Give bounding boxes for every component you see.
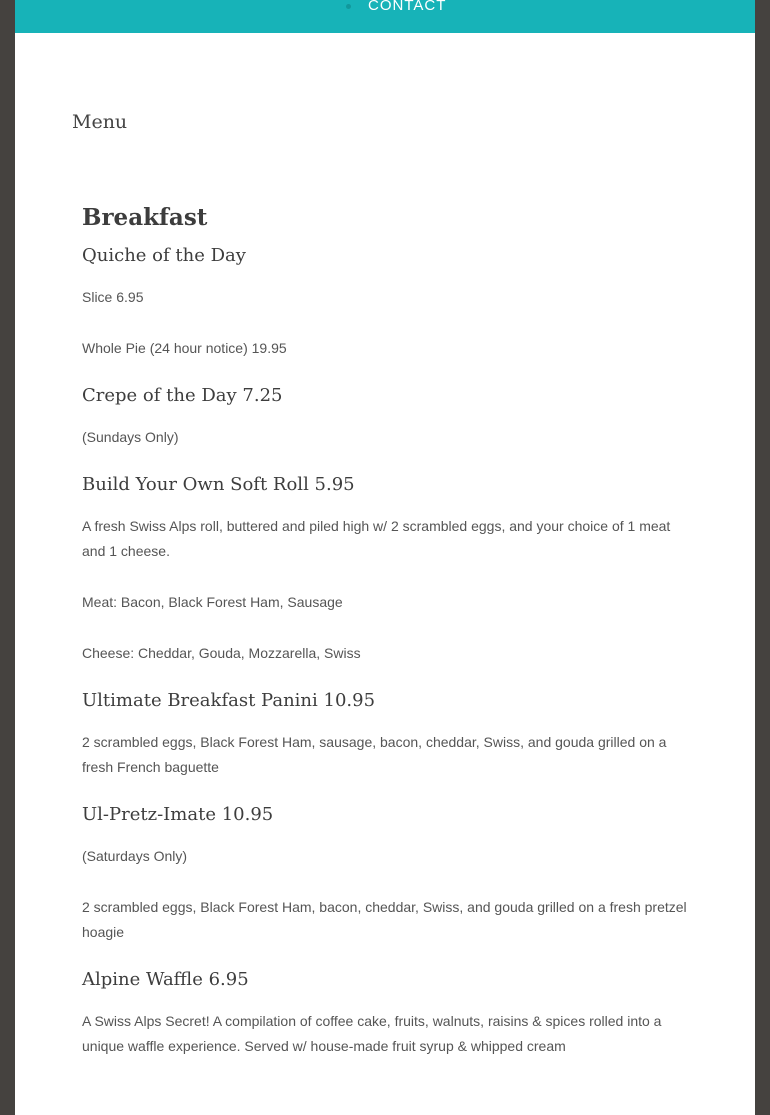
- menu-item-breakfast-panini: [82, 690, 692, 780]
- menu-item-line: 2 scrambled eggs, Black Forest Ham, sausage, bacon, cheddar, Swiss, and gouda grilled on a fresh French baguette: [82, 734, 667, 775]
- menu-item-line: Cheese: Cheddar, Gouda, Mozzarella, Swiss: [82, 645, 361, 661]
- page-title: Menu: [72, 111, 128, 133]
- menu-item-quiche: [82, 245, 692, 361]
- menu-item-line: A fresh Swiss Alps roll, buttered and piled high w/ 2 scrambled eggs, and your choice of 1 meat and 1 cheese.: [82, 518, 671, 559]
- menu-item-title: Build Your Own Soft Roll 5.95: [82, 474, 355, 495]
- menu-item-line: (Saturdays Only): [82, 848, 188, 864]
- menu-item-alpine-waffle: [82, 969, 692, 1059]
- page-container: [15, 0, 755, 1115]
- menu-item-line: (Sundays Only): [82, 429, 179, 445]
- menu-item-line: A Swiss Alps Secret! A compilation of coffee cake, fruits, walnuts, raisins & spices rolled into a unique waffle experience. Served w/ house-made fruit syrup & whipped cream: [82, 1013, 662, 1054]
- section-title-breakfast: Breakfast: [82, 204, 208, 231]
- menu-item-title: Ultimate Breakfast Panini 10.95: [82, 690, 376, 711]
- top-navigation-bar: [15, 0, 755, 33]
- menu-item-title: Quiche of the Day: [82, 245, 246, 266]
- menu-item-line: Meat: Bacon, Black Forest Ham, Sausage: [82, 594, 343, 610]
- menu-item-line: Slice 6.95: [82, 289, 144, 305]
- menu-item-title: Alpine Waffle 6.95: [82, 969, 249, 990]
- menu-item-line: Whole Pie (24 hour notice) 19.95: [82, 340, 287, 356]
- menu-item-crepe: [82, 385, 692, 450]
- menu-item-title: Crepe of the Day 7.25: [82, 385, 283, 406]
- menu-item-title: Ul-Pretz-Imate 10.95: [82, 804, 274, 825]
- nav-link-contact[interactable]: CONTACT: [368, 0, 447, 14]
- menu-content: [82, 204, 692, 1059]
- menu-item-line: 2 scrambled eggs, Black Forest Ham, bacon, cheddar, Swiss, and gouda grilled on a fresh pretzel hoagie: [82, 899, 687, 940]
- menu-item-ul-pretz-imate: [82, 804, 692, 945]
- menu-item-soft-roll: [82, 474, 692, 666]
- nav-bullet-icon: [346, 4, 351, 9]
